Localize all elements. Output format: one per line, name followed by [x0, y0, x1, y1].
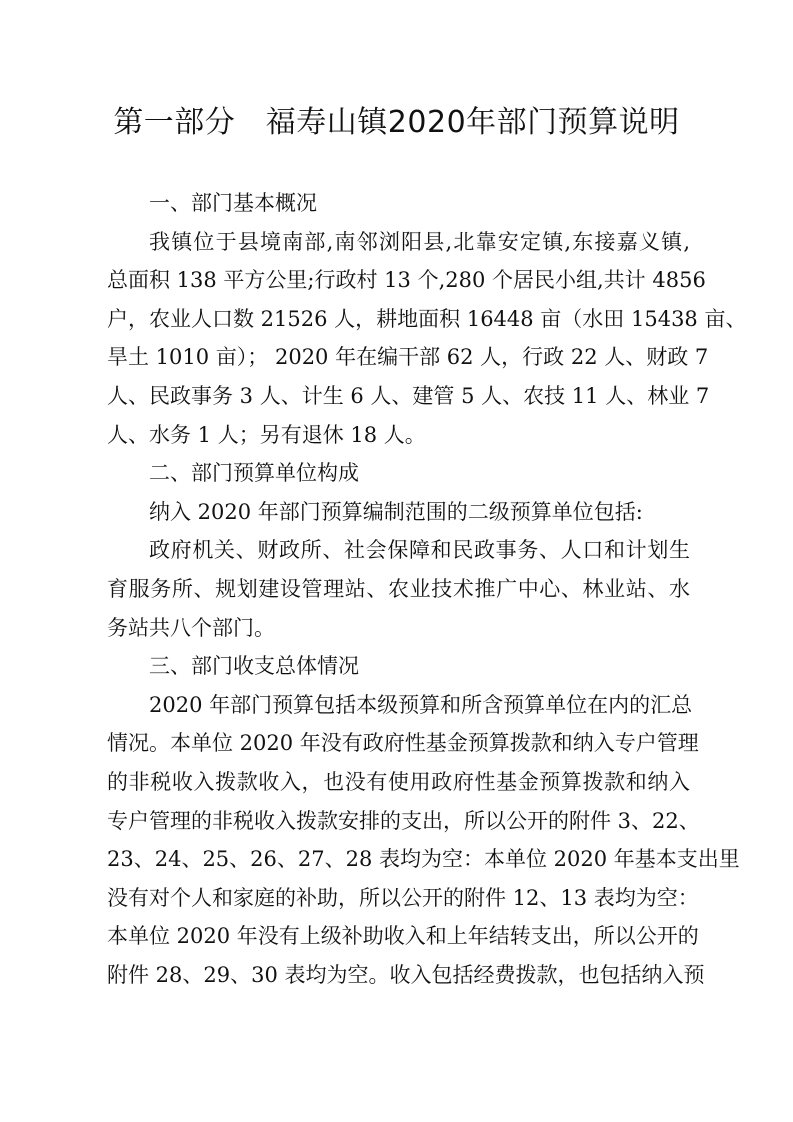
paragraph-line: 的非税收入拨款收入，也没有使用政府性基金预算拨款和纳入	[107, 769, 690, 794]
paragraph-line: 人、水务 1 人；另有退休 18 人。	[107, 422, 426, 447]
paragraph-line: 政府机关、财政所、社会保障和民政事务、人口和计划生	[149, 538, 690, 563]
paragraph-line: 务站共八个部门。	[107, 615, 275, 640]
paragraph-line: 我镇位于县境南部,南邻浏阳县,北靠安定镇,东接嘉义镇,	[149, 229, 690, 254]
paragraph-line: 总面积 138 平方公里;行政村 13 个,280 个居民小组,共计 4856	[107, 268, 706, 293]
paragraph-line: 旱土 1010 亩）； 2020 年在编干部 62 人，行政 22 人、财政 7	[107, 345, 709, 370]
paragraph-line: 人、民政事务 3 人、计生 6 人、建管 5 人、农技 11 人、林业 7	[107, 383, 710, 408]
section-heading-revenue-expenditure: 三、部门收支总体情况	[149, 654, 359, 679]
paragraph-line: 本单位 2020 年没有上级补助收入和上年结转支出，所以公开的	[107, 924, 699, 949]
paragraph-line: 专户管理的非税收入拨款安排的支出，所以公开的附件 3、22、	[107, 808, 700, 833]
paragraph-line: 附件 28、29、30 表均为空。收入包括经费拨款，也包括纳入预	[107, 962, 705, 987]
section-heading-basic-overview: 一、部门基本概况	[149, 191, 317, 215]
paragraph-line: 23、24、25、26、27、28 表均为空：本单位 2020 年基本支出里	[107, 847, 740, 872]
paragraph-line: 纳入 2020 年部门预算编制范围的二级预算单位包括:	[149, 499, 643, 524]
section-heading-budget-units: 二、部门预算单位构成	[149, 461, 359, 486]
paragraph-line: 没有对个人和家庭的补助，所以公开的附件 12、13 表均为空：	[107, 885, 699, 910]
paragraph-line: 情况。本单位 2020 年没有政府性基金预算拨款和纳入专户管理	[107, 731, 699, 756]
document-body	[107, 184, 747, 994]
paragraph-line: 育服务所、规划建设管理站、农业技术推广中心、林业站、水	[107, 576, 690, 601]
paragraph-line: 户，农业人口数 21526 人，耕地面积 16448 亩（水田 15438 亩、	[107, 306, 747, 331]
paragraph-line: 2020 年部门预算包括本级预算和所含预算单位在内的汇总	[149, 692, 693, 717]
page-title: 第一部分 福寿山镇2020年部门预算说明	[113, 105, 680, 140]
